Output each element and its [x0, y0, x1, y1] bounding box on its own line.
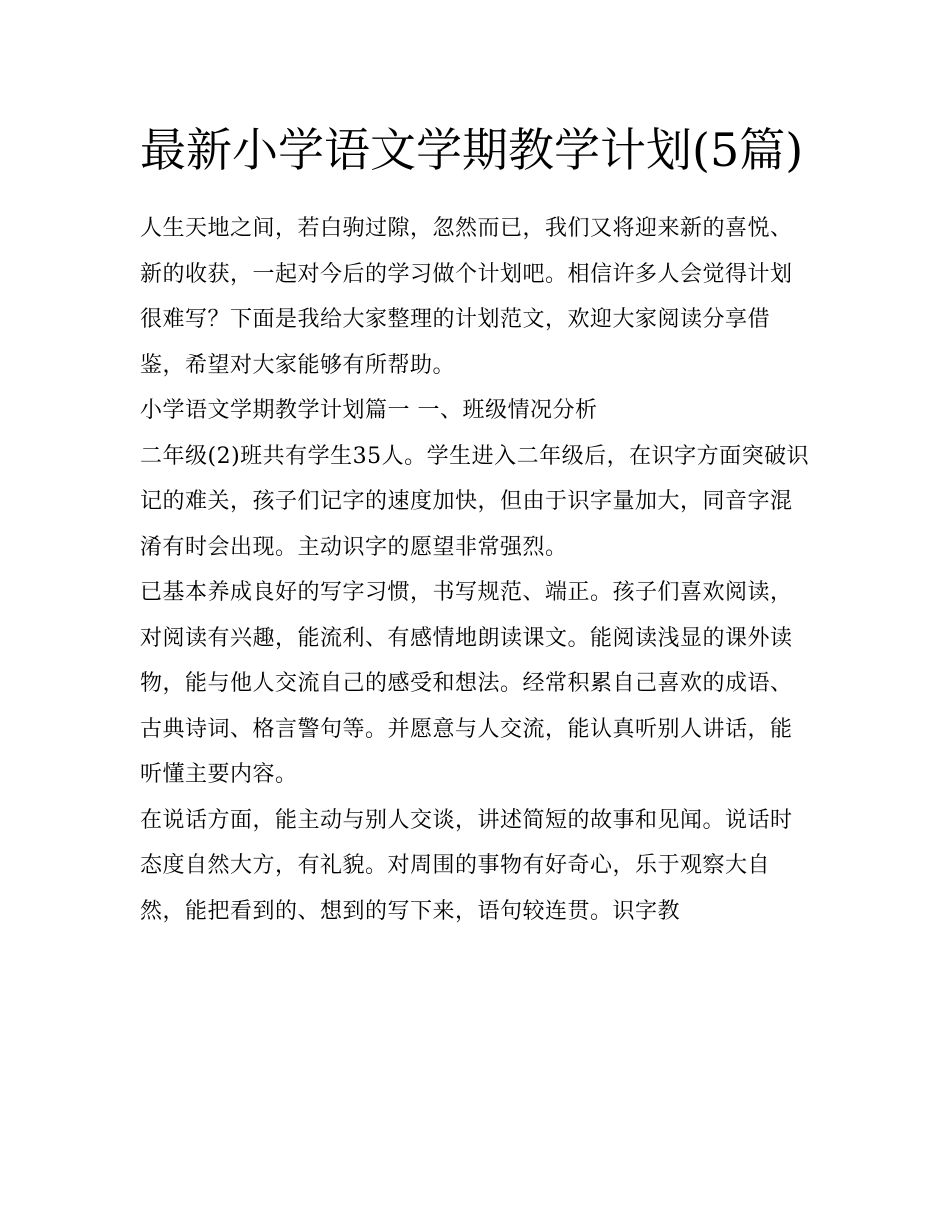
paragraph-intro: 人生天地之间，若白驹过隙，忽然而已，我们又将迎来新的喜悦、新的收获，一起对今后的学习做个计划吧。相信许多人会觉得计划很难写？下面是我给大家整理的计划范文，欢迎大家阅读分享借鉴，希望对大家能够有所帮助。 — [140, 216, 793, 378]
paragraph-speaking: 在说话方面，能主动与别人交谈，讲述简短的故事和见闻。说话时态度自然大方，有礼貌。对周围的事物有好奇心，乐于观察大自然，能把看到的、想到的写下来，语句较连贯。识字教 — [140, 807, 793, 924]
paragraph-reading-habits: 已基本养成良好的写字习惯，书写规范、端正。孩子们喜欢阅读，对阅读有兴趣，能流利、有感情地朗读课文。能阅读浅显的课外读物，能与他人交流自己的感受和想法。经常积累自己喜欢的成语、古典诗词、格言警句等。并愿意与人交流，能认真听别人讲话，能听懂主要内容。 — [140, 580, 793, 787]
paragraph-class-overview: 二年级(2)班共有学生35人。学生进入二年级后，在识字方面突破识记的难关，孩子们记字的速度加快，但由于识字量加大，同音字混淆有时会出现。主动识字的愿望非常强烈。 — [140, 443, 810, 560]
paragraph-section-heading: 小学语文学期教学计划篇一 一、班级情况分析 — [140, 398, 598, 423]
document-body — [140, 118, 812, 934]
document-title: 最新小学语文学期教学计划(5篇) — [140, 123, 804, 177]
